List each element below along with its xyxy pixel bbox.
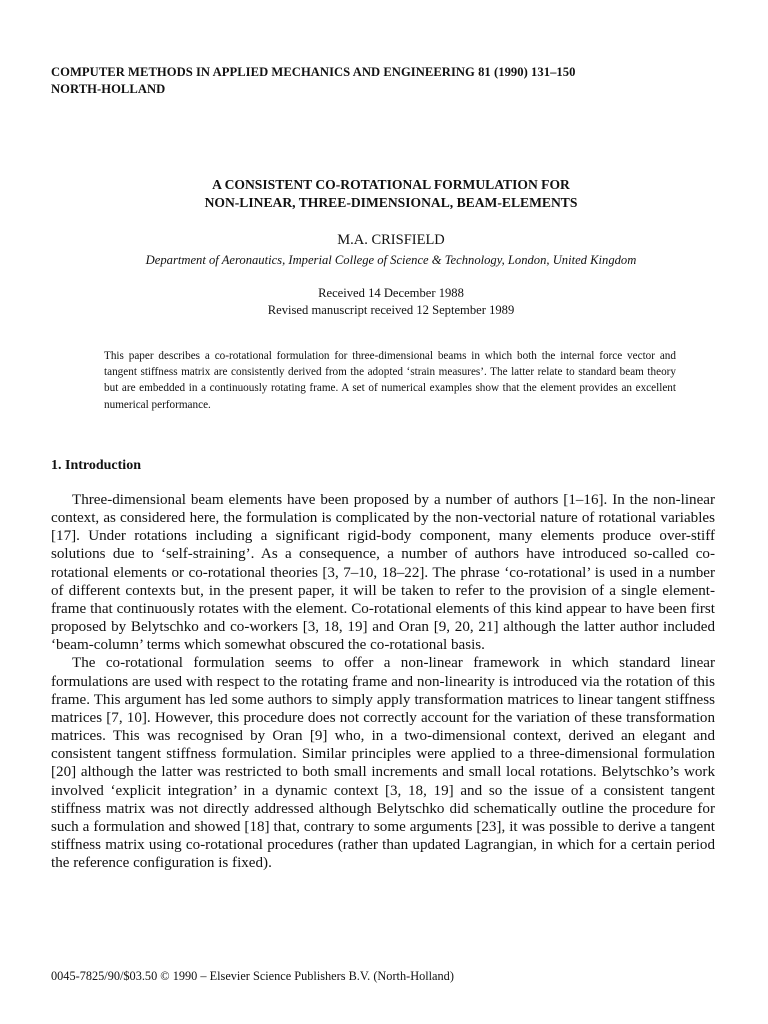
abstract: This paper describes a co-rotational formulation for three-dimensional beams in which both the internal force vector and tangent stiffness matrix are consistently derived from the adopted ‘strain measures’. The latter relate to standard beam theory but are embedded in a continuously rotating frame. A set of numerical examples show that the element provides an excellent numerical performance. [104, 350, 676, 411]
title-line-1: A CONSISTENT CO-ROTATIONAL FORMULATION FOR [212, 177, 570, 192]
paper-title [51, 176, 731, 212]
received-dates [51, 285, 731, 319]
body-text [51, 491, 715, 872]
publisher-line: NORTH-HOLLAND [51, 82, 166, 96]
paragraph-2: The co-rotational formulation seems to offer a non-linear framework in which standard linear formulations are used with respect to the rotating frame and non-linearity is introduced via the rotation of this frame. This argument has led some authors to simply apply transformation matrices to linear tangent stiffness matrices [7, 10]. However, this procedure does not correctly account for the variation of these transformation matrices. This was recognised by Oran [9] who, in a two-dimensional context, derived an elegant and consistent tangent stiffness formulation. Similar principles were applied to a three-dimensional formulation [20] although the latter was restricted to both small increments and small local rotations. Belytschko’s work involved ‘explicit integration’ in a dynamic context [3, 18, 19] and so the issue of a consistent tangent stiffness matrix was not directly addressed although Belytschko did schematically outline the procedure for such a formulation and showed [18] that, contrary to some arguments [23], it was possible to derive a tangent stiffness matrix using co-rotational procedures (rather than updated Lagrangian, in which for a certain period the reference configuration is fixed). [51, 655, 715, 872]
author-affiliation: Department of Aeronautics, Imperial College of Science & Technology, London, United Kingdom [145, 253, 637, 267]
journal-header [51, 64, 731, 98]
title-line-2: NON-LINEAR, THREE-DIMENSIONAL, BEAM-ELEMENTS [204, 195, 578, 210]
section-heading: 1. Introduction [51, 458, 141, 473]
paragraph-1: Three-dimensional beam elements have been proposed by a number of authors [1–16]. In the non-linear context, as considered here, the formulation is complicated by the non-vectorial nature of rotational variables [17]. Under rotations including a significant rigid-body component, many elements produce over-stiff solutions due to ‘self-straining’. As a consequence, a number of authors have introduced so-called co-rotational elements or co-rotational theories [3, 7–10, 18–22]. The phrase ‘co-rotational’ is used in a number of different contexts but, in the present paper, it will be taken to refer to the provision of a single element-frame that continuously rotates with the element. Co-rotational elements of this kind appear to have been first proposed by Belytschko and co-workers [3, 18, 19] and Oran [9, 20, 21] although the latter author included ‘beam-column’ terms which somewhat obscured the co-rotational basis. [51, 492, 715, 654]
author-name: M.A. CRISFIELD [337, 232, 445, 248]
copyright-footer: 0045-7825/90/$03.50 © 1990 – Elsevier Science Publishers B.V. (North-Holland) [51, 969, 454, 983]
journal-citation: COMPUTER METHODS IN APPLIED MECHANICS AND ENGINEERING 81 (1990) 131–150 [51, 65, 576, 79]
received-date: Received 14 December 1988 [318, 286, 464, 300]
revised-date: Revised manuscript received 12 September 1989 [267, 303, 515, 317]
